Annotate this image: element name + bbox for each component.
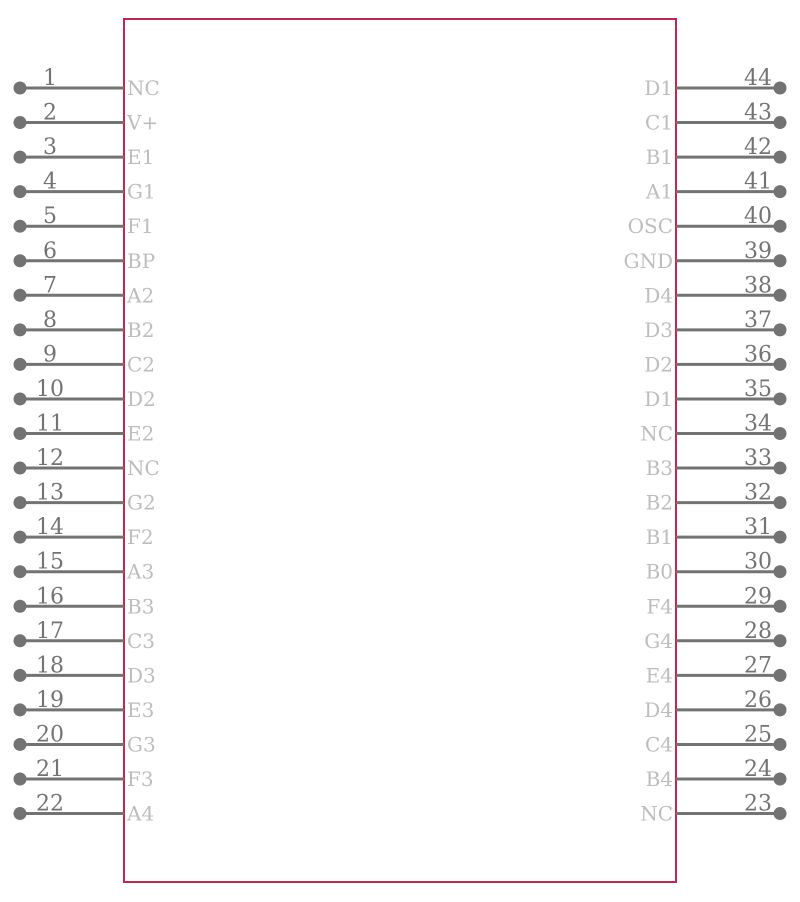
pin-37 [644, 308, 786, 342]
pin-19 [14, 688, 155, 722]
pin-12 [14, 446, 160, 480]
pin-13 [14, 481, 156, 515]
pin-number: 36 [744, 342, 772, 368]
pin-number: 35 [744, 376, 772, 402]
pin-name: D4 [644, 283, 673, 308]
pin-name: C2 [127, 352, 156, 377]
pin-endpoint-dot [774, 392, 787, 405]
pin-endpoint-dot [14, 738, 27, 751]
pin-endpoint-dot [14, 289, 27, 302]
pin-endpoint-dot [14, 462, 27, 475]
pin-name: B3 [127, 594, 155, 619]
pin-33 [646, 446, 787, 480]
pin-endpoint-dot [774, 151, 787, 164]
pin-number: 15 [36, 549, 64, 575]
pin-endpoint-dot [14, 634, 27, 647]
pin-40 [628, 204, 787, 238]
pin-36 [644, 342, 786, 376]
pin-name: F2 [127, 525, 154, 550]
pin-39 [623, 239, 786, 273]
pin-name: NC [640, 801, 673, 826]
pin-26 [644, 688, 786, 722]
pin-endpoint-dot [774, 462, 787, 475]
pin-number: 10 [36, 376, 64, 402]
pin-28 [644, 619, 786, 653]
pin-endpoint-dot [14, 496, 27, 509]
pin-name: OSC [627, 214, 673, 239]
pin-name: F4 [646, 594, 673, 619]
pin-endpoint-dot [774, 358, 787, 371]
pin-name: NC [127, 456, 160, 481]
pin-endpoint-dot [774, 669, 787, 682]
pin-endpoint-dot [14, 669, 27, 682]
pin-endpoint-dot [774, 703, 787, 716]
pin-endpoint-dot [774, 323, 787, 336]
pin-name: F1 [127, 214, 154, 239]
pin-name: NC [640, 421, 673, 446]
pin-14 [14, 515, 154, 549]
pin-endpoint-dot [14, 392, 27, 405]
pin-name: D1 [644, 76, 673, 100]
pin-number: 24 [744, 757, 772, 782]
pin-number: 44 [744, 66, 772, 91]
pin-number: 33 [744, 446, 772, 472]
pin-25 [645, 722, 787, 756]
pin-name: NC [127, 76, 160, 100]
pin-5 [14, 204, 154, 238]
pin-1 [14, 66, 160, 100]
pin-10 [14, 377, 156, 411]
pin-number: 7 [43, 273, 57, 299]
pin-name: C1 [644, 110, 673, 135]
ic-body-outline [124, 19, 676, 882]
pin-name: A4 [127, 801, 155, 826]
pin-number: 38 [744, 273, 772, 299]
pin-32 [646, 481, 787, 515]
pin-31 [646, 515, 787, 549]
pin-name: B3 [645, 456, 673, 481]
pin-number: 6 [43, 238, 57, 264]
pin-name: B2 [645, 490, 673, 515]
pin-8 [14, 308, 155, 342]
pin-number: 22 [36, 791, 64, 817]
pin-name: A1 [645, 179, 673, 204]
pin-9 [14, 342, 156, 376]
pin-name: B2 [127, 317, 155, 342]
pin-number: 40 [744, 204, 772, 230]
pin-3 [14, 135, 155, 169]
pin-35 [644, 377, 786, 411]
pin-number: 31 [744, 515, 772, 541]
pin-27 [646, 653, 787, 687]
pin-name: G1 [127, 179, 156, 204]
pin-endpoint-dot [14, 531, 27, 544]
right-pin-column [623, 66, 786, 826]
pin-number: 32 [744, 480, 772, 506]
pin-endpoint-dot [14, 82, 27, 95]
pin-number: 43 [744, 100, 772, 126]
pin-name: A2 [127, 283, 155, 308]
pin-number: 9 [43, 342, 57, 368]
pin-name: V+ [127, 110, 159, 135]
pin-11 [14, 412, 155, 446]
pin-number: 39 [744, 238, 772, 264]
pin-number: 13 [36, 480, 64, 506]
pin-7 [14, 273, 155, 307]
pin-4 [14, 170, 156, 204]
pin-number: 27 [744, 653, 772, 679]
pin-endpoint-dot [14, 427, 27, 440]
pin-number: 16 [36, 584, 64, 610]
pin-30 [646, 550, 787, 584]
pin-number: 26 [744, 687, 772, 713]
pin-name: D3 [644, 317, 673, 342]
pin-name: B0 [645, 559, 673, 584]
left-pin-column [14, 66, 160, 826]
pin-name: B4 [645, 767, 673, 791]
pin-number: 23 [744, 791, 772, 817]
pin-name: GND [623, 248, 673, 273]
pin-name: E3 [127, 697, 155, 722]
pin-name: E4 [645, 663, 673, 688]
pin-endpoint-dot [14, 254, 27, 267]
pin-name: D2 [644, 352, 673, 377]
pin-43 [645, 101, 787, 135]
pin-number: 30 [744, 549, 772, 575]
pin-name: B1 [645, 145, 673, 170]
pin-endpoint-dot [14, 220, 27, 233]
pin-endpoint-dot [774, 496, 787, 509]
pin-endpoint-dot [774, 116, 787, 129]
pin-38 [644, 273, 786, 307]
pin-name: BP [127, 248, 156, 273]
pin-number: 37 [744, 307, 772, 333]
pin-15 [14, 550, 155, 584]
pin-number: 19 [36, 687, 64, 713]
pin-endpoint-dot [14, 807, 27, 820]
pin-name: D4 [644, 697, 673, 722]
pin-endpoint-dot [14, 323, 27, 336]
pin-endpoint-dot [774, 600, 787, 613]
pin-endpoint-dot [14, 358, 27, 371]
pin-endpoint-dot [774, 531, 787, 544]
pin-number: 8 [43, 307, 57, 333]
pin-endpoint-dot [14, 116, 27, 129]
pin-number: 17 [36, 618, 64, 644]
pin-22 [14, 792, 155, 826]
pin-41 [645, 170, 787, 204]
pin-name: A3 [127, 559, 155, 584]
pin-18 [14, 653, 156, 687]
pin-number: 42 [744, 135, 772, 161]
pin-name: D3 [127, 663, 156, 688]
pin-endpoint-dot [774, 82, 787, 95]
pin-name: B1 [645, 525, 673, 550]
pin-endpoint-dot [14, 151, 27, 164]
pin-endpoint-dot [774, 185, 787, 198]
pin-number: 25 [744, 722, 772, 748]
pin-44 [644, 66, 786, 100]
pin-16 [14, 584, 155, 618]
pin-number: 29 [744, 584, 772, 610]
pin-name: C3 [127, 628, 156, 653]
pin-endpoint-dot [774, 220, 787, 233]
pin-endpoint-dot [14, 565, 27, 578]
pin-6 [14, 239, 156, 273]
pin-name: D1 [644, 386, 673, 411]
pin-number: 2 [43, 100, 57, 126]
pin-name: G2 [127, 490, 156, 515]
pin-number: 18 [36, 653, 64, 679]
pin-2 [14, 101, 159, 135]
pin-endpoint-dot [14, 185, 27, 198]
pin-number: 12 [36, 446, 64, 472]
pin-number: 21 [36, 757, 64, 782]
pin-name: C4 [644, 732, 673, 757]
pin-number: 41 [744, 169, 772, 195]
pin-23 [640, 792, 786, 826]
pin-34 [640, 412, 786, 446]
pin-name: G3 [127, 732, 156, 757]
pin-endpoint-dot [774, 289, 787, 302]
pin-29 [646, 584, 786, 618]
pin-number: 4 [43, 169, 57, 195]
pin-endpoint-dot [774, 634, 787, 647]
pin-17 [14, 619, 156, 653]
pin-number: 20 [36, 722, 64, 748]
pin-number: 14 [36, 515, 64, 541]
pin-name: G4 [644, 628, 673, 653]
pin-endpoint-dot [14, 703, 27, 716]
pin-number: 28 [744, 618, 772, 644]
pin-20 [14, 722, 156, 756]
pin-endpoint-dot [14, 773, 27, 786]
pin-endpoint-dot [774, 807, 787, 820]
pin-name: F3 [127, 767, 154, 791]
pin-endpoint-dot [774, 565, 787, 578]
pin-endpoint-dot [774, 738, 787, 751]
pin-number: 11 [36, 411, 64, 437]
pin-21 [14, 757, 154, 791]
pin-endpoint-dot [774, 254, 787, 267]
pin-endpoint-dot [774, 427, 787, 440]
pin-endpoint-dot [774, 773, 787, 786]
pin-42 [646, 135, 787, 169]
pin-name: D2 [127, 386, 156, 411]
pin-number: 1 [43, 66, 57, 91]
pin-name: E1 [127, 145, 155, 170]
pin-number: 3 [43, 135, 57, 161]
pin-number: 34 [744, 411, 772, 437]
pin-number: 5 [43, 204, 57, 230]
pin-endpoint-dot [14, 600, 27, 613]
pin-24 [646, 757, 787, 791]
pin-name: E2 [127, 421, 155, 446]
